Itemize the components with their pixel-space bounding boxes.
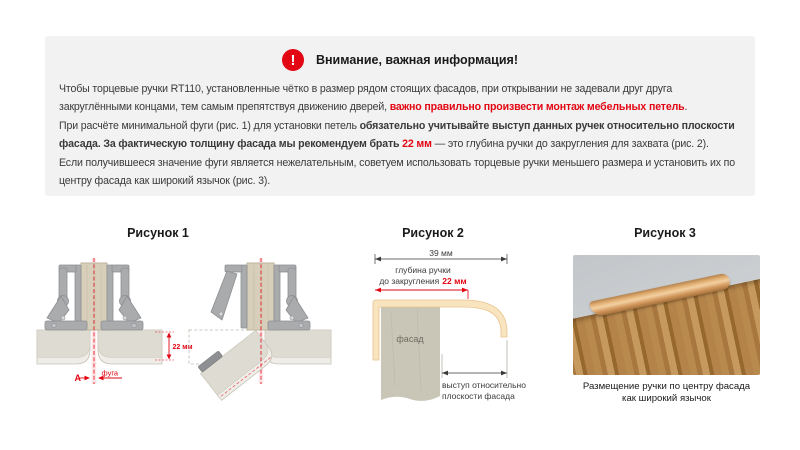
fig2-facade-label: фасад xyxy=(396,334,424,344)
fig2-dim-39mm-label: 39 мм xyxy=(429,248,453,258)
figure3-caption: Рисунок 3 xyxy=(634,226,696,240)
photo-caption-line1: Размещение ручки по центру фасада xyxy=(582,381,751,392)
fig1-label-fuga: фуга xyxy=(101,368,119,378)
fig1-label-a: А xyxy=(74,373,81,383)
fig1-dim-22mm-label: 22 мм xyxy=(172,344,193,351)
fig2-depth-label-line2: до закругления xyxy=(379,276,440,286)
figure2-handle-section-diagram xyxy=(365,246,545,411)
infobox-header xyxy=(45,49,755,71)
paragraph: При расчёте минимальной фуги (рис. 1) для установки петель обязательно учитывайте выступ данных ручек относительно плоскости фасада. За фактическую толщину фасада мы рекомендуем брать 22 мм — это глубина ручки до закругления для захвата (рис. 2). xyxy=(59,119,735,151)
fig2-protrusion-label-line1: выступ относительно xyxy=(442,380,526,390)
infobox-title: Внимание, важная информация! xyxy=(315,53,518,67)
fig2-facade-panel-drawing xyxy=(381,307,440,401)
fig1-closed-doors-drawing xyxy=(37,258,193,384)
photo-caption-line2: как широкий язычок xyxy=(622,393,711,404)
figure1-hinge-diagram xyxy=(35,244,335,422)
extended-hinge-arm-drawing xyxy=(211,265,247,328)
fig2-protrusion-label-line2: плоскости фасада xyxy=(442,391,515,401)
fig1-open-door-drawing xyxy=(189,258,331,400)
svg-text:до закругления22 мм xyxy=(379,276,466,286)
warning-exclamation-icon: ! xyxy=(282,49,304,71)
hinge-drawing xyxy=(45,265,87,330)
figure3-photo xyxy=(573,255,760,375)
paragraph: Чтобы торцевые ручки RT110, установленные чётко в размер рядом стоящих фасадов, при открывании не задевали друг друга закруглёнными концами, тем самым препятствуя движению дверей, важно правильно произвести монтаж мебельных петель. xyxy=(59,83,688,114)
warning-infobox xyxy=(45,36,755,196)
paragraph: Если получившееся значение фуги является нежелательным, советуем использовать торцевые ручки меньшего размера и установить их по центру фасада как широкий язычок (рис. 3). xyxy=(59,156,736,188)
fig2-depth-label-line1: глубина ручки xyxy=(395,265,451,275)
figure3-photo-caption xyxy=(570,381,763,405)
infobox-paragraphs xyxy=(59,80,741,190)
figure2-caption: Рисунок 2 xyxy=(402,226,464,240)
fig2-depth-value: 22 мм xyxy=(442,276,467,286)
figure1-caption: Рисунок 1 xyxy=(127,226,189,240)
